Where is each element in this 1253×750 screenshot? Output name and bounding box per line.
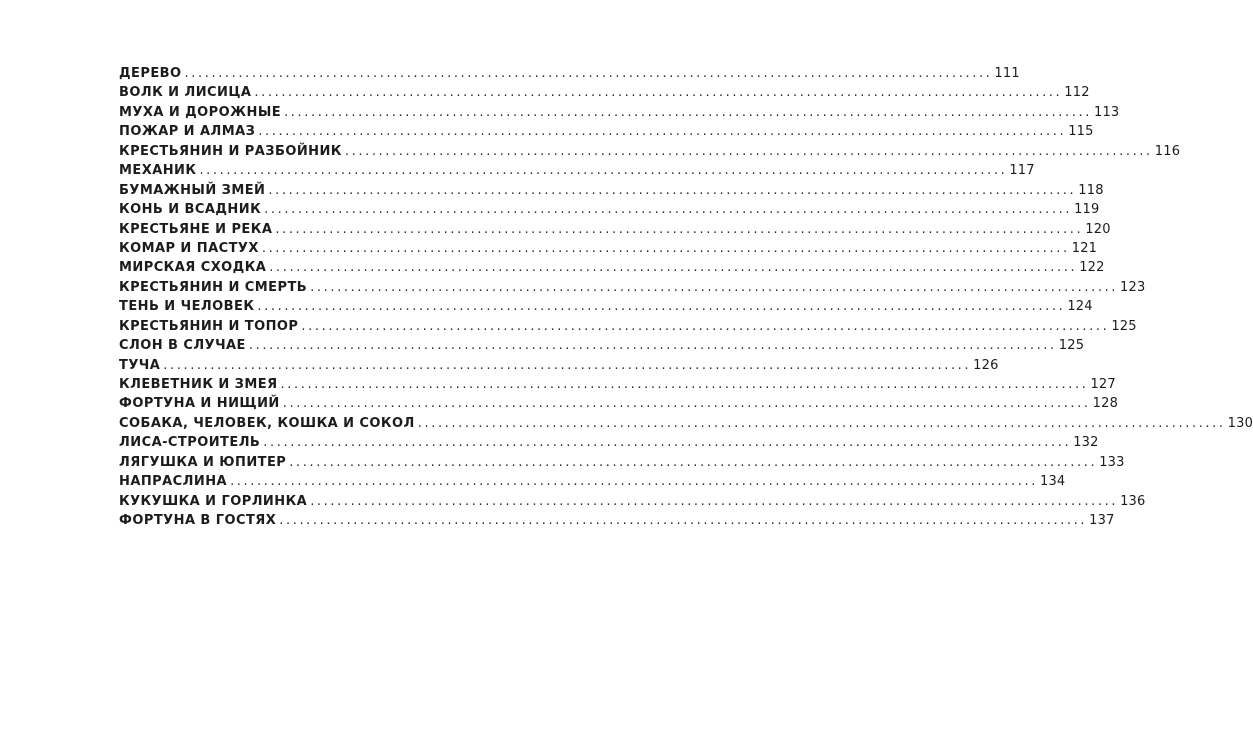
toc-entry-page: 125 [1111, 318, 1137, 334]
toc-entry-title: КРЕСТЬЯНИН И СМЕРТЬ [119, 279, 308, 295]
toc-entry-title: КУКУШКА И ГОРЛИНКА [119, 493, 308, 509]
toc-entry-title: БУМАЖНЫЙ ЗМЕЙ [119, 182, 266, 198]
dot-leader: ........................................................................................................................ [282, 396, 1091, 412]
toc-entry [119, 336, 1085, 355]
toc-entry-page: 120 [1085, 221, 1111, 237]
toc-entry-page: 112 [1064, 85, 1090, 101]
toc-entry-title: КРЕСТЬЯНИН И ТОПОР [119, 318, 299, 334]
toc-entry-title: КРЕСТЬЯНИН И РАЗБОЙНИК [119, 143, 342, 159]
toc-entry-title: МЕХАНИК [119, 163, 197, 179]
dot-leader: ........................................................................................................................ [268, 182, 1077, 198]
toc-entry [119, 317, 1137, 336]
toc-entry-page: 133 [1099, 454, 1125, 470]
toc-entry [119, 414, 1253, 433]
toc-entry-title: ПОЖАР И АЛМАЗ [119, 124, 256, 140]
dot-leader: ........................................................................................................................ [163, 357, 972, 373]
toc-entry-title: ЛЯГУШКА И ЮПИТЕР [119, 454, 287, 470]
toc-entry-title: КЛЕВЕТНИК И ЗМЕЯ [119, 377, 278, 392]
toc-entry [119, 297, 1093, 316]
toc-entry-title: КОНЬ И ВСАДНИК [119, 202, 262, 218]
toc-entry-title: СОБАКА, ЧЕЛОВЕК, КОШКА И СОКОЛ [119, 415, 415, 431]
toc-entry [119, 181, 1104, 200]
toc-entry-page: 127 [1090, 377, 1116, 392]
toc-entry-title: СЛОН В СЛУЧАЕ [119, 338, 246, 354]
toc-entry-page: 136 [1120, 493, 1146, 509]
table-of-contents [119, 64, 1253, 531]
toc-entry [119, 492, 1146, 511]
toc-entry [119, 142, 1181, 161]
toc-entry-title: КОМАР И ПАСТУХ [119, 240, 259, 256]
dot-leader: ........................................................................................................................ [279, 513, 1088, 529]
toc-entry-title: КРЕСТЬЯНЕ И РЕКА [119, 221, 273, 237]
toc-entry [119, 433, 1099, 452]
toc-entry-title: ФОРТУНА И НИЩИЙ [119, 396, 280, 412]
toc-entry [119, 258, 1105, 277]
toc-entry-title: ТУЧА [119, 357, 161, 373]
dot-leader: ........................................................................................................................ [417, 415, 1226, 431]
toc-entry [119, 122, 1094, 141]
dot-leader: ........................................................................................................................ [254, 85, 1063, 101]
dot-leader: ........................................................................................................................ [344, 143, 1153, 159]
toc-entry [119, 239, 1098, 258]
toc-entry-page: 113 [1093, 104, 1120, 120]
toc-entry-page: 111 [994, 66, 1020, 81]
toc-entry-title: МУХА И ДОРОЖНЫЕ [119, 104, 282, 120]
dot-leader: ........................................................................................................................ [248, 338, 1057, 354]
dot-leader: ........................................................................................................................ [199, 163, 1008, 179]
toc-entry-page: 119 [1074, 202, 1100, 218]
dot-leader: ........................................................................................................................ [258, 124, 1067, 140]
toc-entry [119, 511, 1115, 530]
toc-entry [119, 83, 1090, 102]
toc-entry-page: 134 [1039, 474, 1066, 490]
toc-entry-page: 118 [1078, 182, 1104, 198]
toc-entry [119, 103, 1120, 122]
dot-leader: ........................................................................................................................ [280, 377, 1089, 392]
toc-entry [119, 375, 1116, 394]
toc-entry [119, 278, 1146, 297]
dot-leader: ........................................................................................................................ [310, 493, 1119, 509]
dot-leader: ........................................................................................................................ [289, 454, 1098, 470]
toc-entry-page: 121 [1071, 240, 1098, 256]
toc-entry-title: ДЕРЕВО [119, 66, 182, 81]
toc-entry-title: ФОРТУНА В ГОСТЯХ [119, 513, 277, 529]
toc-entry-title: ЛИСА-СТРОИТЕЛЬ [119, 435, 261, 451]
toc-entry-page: 128 [1092, 396, 1119, 412]
toc-entry-page: 122 [1079, 260, 1105, 276]
dot-leader: ........................................................................................................................ [310, 279, 1119, 295]
dot-leader: ........................................................................................................................ [261, 240, 1070, 256]
toc-entry-title: ВОЛК И ЛИСИЦА [119, 85, 252, 101]
dot-leader: ........................................................................................................................ [275, 221, 1084, 237]
toc-entry [119, 394, 1119, 413]
toc-entry-page: 123 [1120, 279, 1146, 295]
toc-entry-page: 124 [1067, 299, 1093, 315]
toc-entry [119, 200, 1100, 219]
dot-leader: ........................................................................................................................ [230, 474, 1038, 490]
dot-leader: ........................................................................................................................ [264, 202, 1073, 218]
dot-leader: ........................................................................................................................ [263, 435, 1072, 451]
toc-entry [119, 453, 1125, 472]
dot-leader: ........................................................................................................................ [184, 66, 993, 81]
toc-entry [119, 64, 1020, 83]
dot-leader: ........................................................................................................................ [257, 299, 1066, 315]
dot-leader: ........................................................................................................................ [269, 260, 1078, 276]
toc-entry-page: 137 [1089, 513, 1115, 529]
toc-entry-page: 115 [1068, 124, 1094, 140]
toc-entry-page: 126 [973, 357, 999, 373]
toc-entry-page: 130 [1227, 415, 1253, 431]
toc-entry-title: НАПРАСЛИНА [119, 474, 228, 490]
dot-leader: ........................................................................................................................ [284, 104, 1092, 120]
toc-entry [119, 220, 1111, 239]
toc-entry [119, 472, 1066, 491]
dot-leader: ........................................................................................................................ [301, 318, 1110, 334]
toc-entry-page: 116 [1154, 143, 1181, 159]
toc-entry [119, 356, 999, 375]
toc-entry-title: МИРСКАЯ СХОДКА [119, 260, 267, 276]
toc-entry-page: 125 [1058, 338, 1085, 354]
toc-entry-page: 117 [1009, 163, 1035, 179]
toc-entry [119, 161, 1035, 180]
toc-entry-page: 132 [1073, 435, 1099, 451]
toc-entry-title: ТЕНЬ И ЧЕЛОВЕК [119, 299, 255, 315]
